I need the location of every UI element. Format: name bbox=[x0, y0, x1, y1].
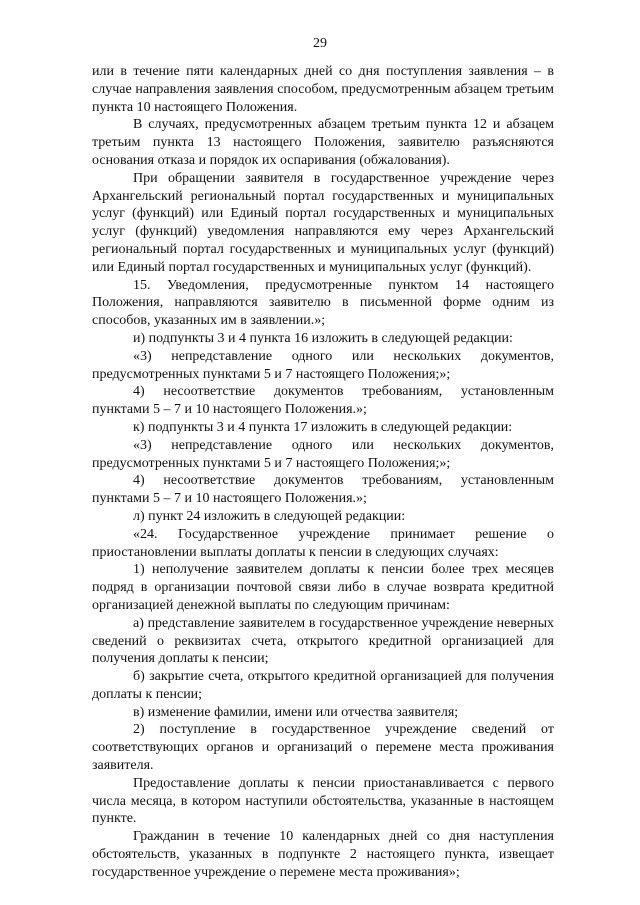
paragraph-clause-15: 15. Уведомления, предусмотренные пунктом 14 настоящего Положения, направляются заявителю в письменной форме одним из способов, указанных им в заявлении.»; bbox=[92, 277, 554, 329]
paragraph: б) закрытие счета, открытого кредитной организацией для получения доплаты к пенсии; bbox=[92, 669, 554, 702]
page-number: 29 bbox=[313, 36, 327, 51]
paragraph-amendment-k: к) подпункты 3 и 4 пункта 17 изложить в следующей редакции: bbox=[133, 419, 513, 435]
paragraph-continuation: или в течение пяти календарных дней со дня поступления заявления – в случае направления заявления способом, предусмотренным абзацем третьим пункта 10 настоящего Положения. bbox=[92, 64, 554, 115]
paragraph-amendment-l: л) пункт 24 изложить в следующей редакции: bbox=[133, 508, 406, 524]
document-body bbox=[92, 63, 554, 882]
paragraph: а) представление заявителем в государственное учреждение неверных сведений о реквизитах счета, открытого кредитной организацией для получения доплаты к пенсии; bbox=[92, 615, 554, 667]
paragraph: 4) несоответствие документов требованиям, установленным пунктами 5 – 7 и 10 настоящего Положения.»; bbox=[92, 384, 554, 418]
paragraph: 2) поступление в государственное учреждение сведений от соответствующих органов и организаций о перемене места проживания заявителя. bbox=[92, 722, 554, 774]
paragraph: в) изменение фамилии, имени или отчества заявителя; bbox=[133, 704, 459, 720]
paragraph: В случаях, предусмотренных абзацем третьим пункта 12 и абзацем третьим пункта 13 настоящего Положения, заявителю разъясняются основания отказа и порядок их оспаривания (обжалования). bbox=[92, 117, 554, 168]
paragraph: «3) непредставление одного или нескольких документов, предусмотренных пунктами 5 и 7 настоящего Положения;»; bbox=[92, 348, 554, 382]
paragraph: Гражданин в течение 10 календарных дней со дня наступления обстоятельств, указанных в подпункте 2 настоящего пункта, извещает государственное учреждение о перемене места проживания»; bbox=[92, 829, 554, 880]
paragraph: 1) неполучение заявителем доплаты к пенсии более трех месяцев подряд в организации почтовой связи либо в случае возврата кредитной организацией денежной выплаты по следующим причинам: bbox=[92, 562, 554, 613]
paragraph-clause-24: «24. Государственное учреждение принимает решение о приостановлении выплаты доплаты к пенсии в следующих случаях: bbox=[92, 526, 554, 560]
paragraph: 4) несоответствие документов требованиям, установленным пунктами 5 – 7 и 10 настоящего Положения.»; bbox=[92, 473, 554, 507]
paragraph: Предоставление доплаты к пенсии приостанавливается с первого числа месяца, в котором наступили обстоятельства, указанные в настоящем пункте. bbox=[92, 775, 554, 827]
paragraph-amendment-i: и) подпункты 3 и 4 пункта 16 изложить в следующей редакции: bbox=[133, 330, 513, 346]
paragraph: «3) непредставление одного или нескольких документов, предусмотренных пунктами 5 и 7 настоящего Положения;»; bbox=[92, 437, 554, 471]
paragraph: При обращении заявителя в государственное учреждение через Архангельский региональный портал государственных и муниципальных услуг (функций) или Единый портал государственных и муниципальных услуг (функций) уведомления направляются ему через Архангельский региональный портал государственных и муниципальных услуг (функций) или Единый портал государственных и муниципальных услуг (функций). bbox=[92, 170, 554, 275]
